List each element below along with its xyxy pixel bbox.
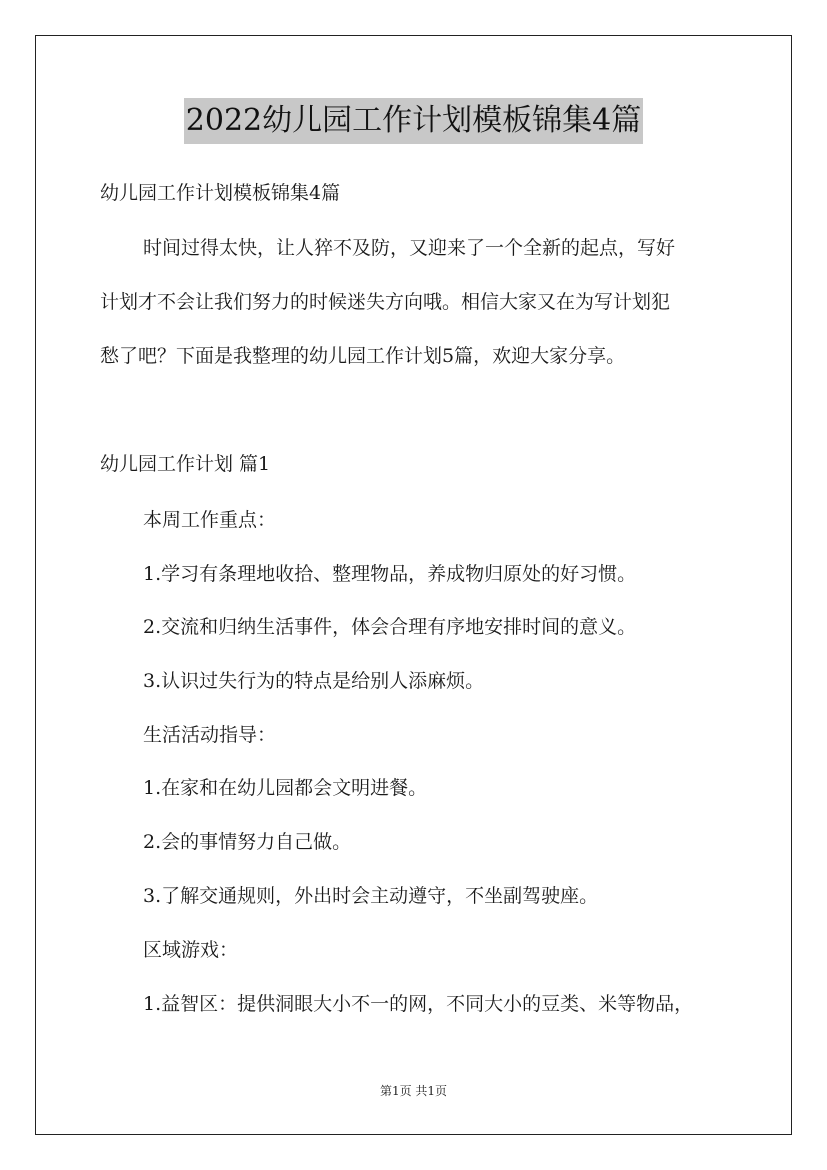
section-heading: 幼儿园工作计划 篇1: [100, 453, 271, 475]
intro-line: 计划才不会让我们努力的时候迷失方向哦。相信大家又在为写计划犯: [100, 291, 671, 313]
list-item: 3.认识过失行为的特点是给别人添麻烦。: [143, 670, 485, 692]
life-heading: 生活活动指导：: [143, 724, 277, 746]
intro-line: 愁了吧？下面是我整理的幼儿园工作计划5篇，欢迎大家分享。: [100, 345, 626, 367]
title-block: [0, 98, 827, 144]
page-footer: 第1页 共1页: [379, 1084, 448, 1098]
intro-line: 时间过得太快，让人猝不及防，又迎来了一个全新的起点，写好: [143, 237, 676, 259]
list-item: 1.在家和在幼儿园都会文明进餐。: [143, 777, 428, 799]
document-title: 2022幼儿园工作计划模板锦集4篇: [184, 98, 643, 144]
list-item: 1.学习有条理地收拾、整理物品，养成物归原处的好习惯。: [143, 563, 637, 585]
focus-heading: 本周工作重点：: [143, 509, 277, 531]
list-item: 2.交流和归纳生活事件，体会合理有序地安排时间的意义。: [143, 616, 637, 638]
list-item: 2.会的事情努力自己做。: [143, 831, 352, 853]
list-item: 3.了解交通规则，外出时会主动遵守，不坐副驾驶座。: [143, 885, 599, 907]
document-subtitle: 幼儿园工作计划模板锦集4篇: [100, 182, 341, 204]
area-heading: 区域游戏：: [143, 939, 239, 961]
list-item: 1.益智区：提供洞眼大小不一的网，不同大小的豆类、米等物品，: [143, 993, 694, 1015]
